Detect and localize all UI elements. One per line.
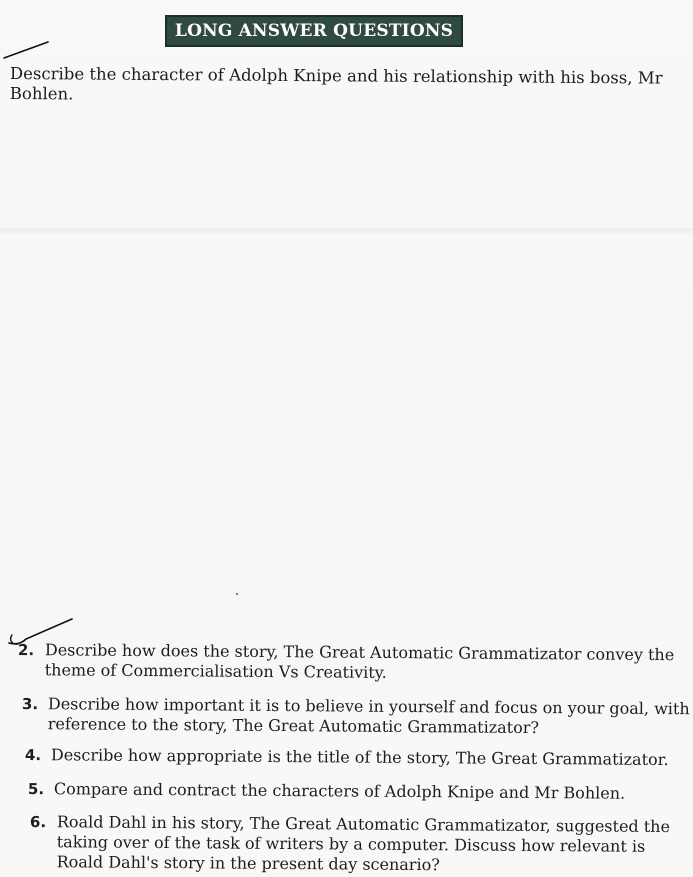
question-2-text: Describe how does the story, The Great Automatic Grammatizator convey the theme of Commercialisation Vs Creativity.	[44, 640, 675, 682]
question-4-text: Describe how appropriate is the title of the story, The Great Grammatizator.	[50, 745, 669, 770]
question-3-text: Describe how important it is to believe in yourself and focus on your goal, with reference to the story, The Great Automatic Grammatizator?	[47, 694, 690, 738]
question-6-number: 6.	[29, 812, 47, 832]
question-5	[27, 779, 688, 803]
stray-mark	[236, 593, 238, 595]
question-5-text: Compare and contract the characters of Adolph Knipe and Mr Bohlen.	[53, 779, 626, 803]
question-6-text: Roald Dahl in his story, The Great Automatic Grammatizator, suggested the taking over of the task of writers by a computer. Discuss how relevant is Roald Dahl's story in the present day scenario?	[56, 812, 671, 875]
section-header	[165, 15, 463, 47]
question-1-text: Describe the character of Adolph Knipe and his relationship with his boss, Mr Bohlen.	[9, 64, 663, 104]
question-2-number: 2.	[17, 641, 35, 660]
question-2	[10, 640, 690, 682]
page-fold-divider	[0, 228, 693, 234]
question-1	[10, 64, 675, 109]
question-3-number: 3.	[21, 694, 39, 714]
question-3	[21, 694, 690, 738]
section-title: LONG ANSWER QUESTIONS	[174, 21, 454, 41]
pen-tick-mark-2	[6, 617, 76, 647]
question-4-number: 4.	[24, 745, 42, 765]
question-6	[29, 812, 690, 875]
question-5-number: 5.	[27, 779, 45, 799]
pen-tick-mark-1	[2, 40, 52, 60]
question-4	[24, 745, 690, 770]
